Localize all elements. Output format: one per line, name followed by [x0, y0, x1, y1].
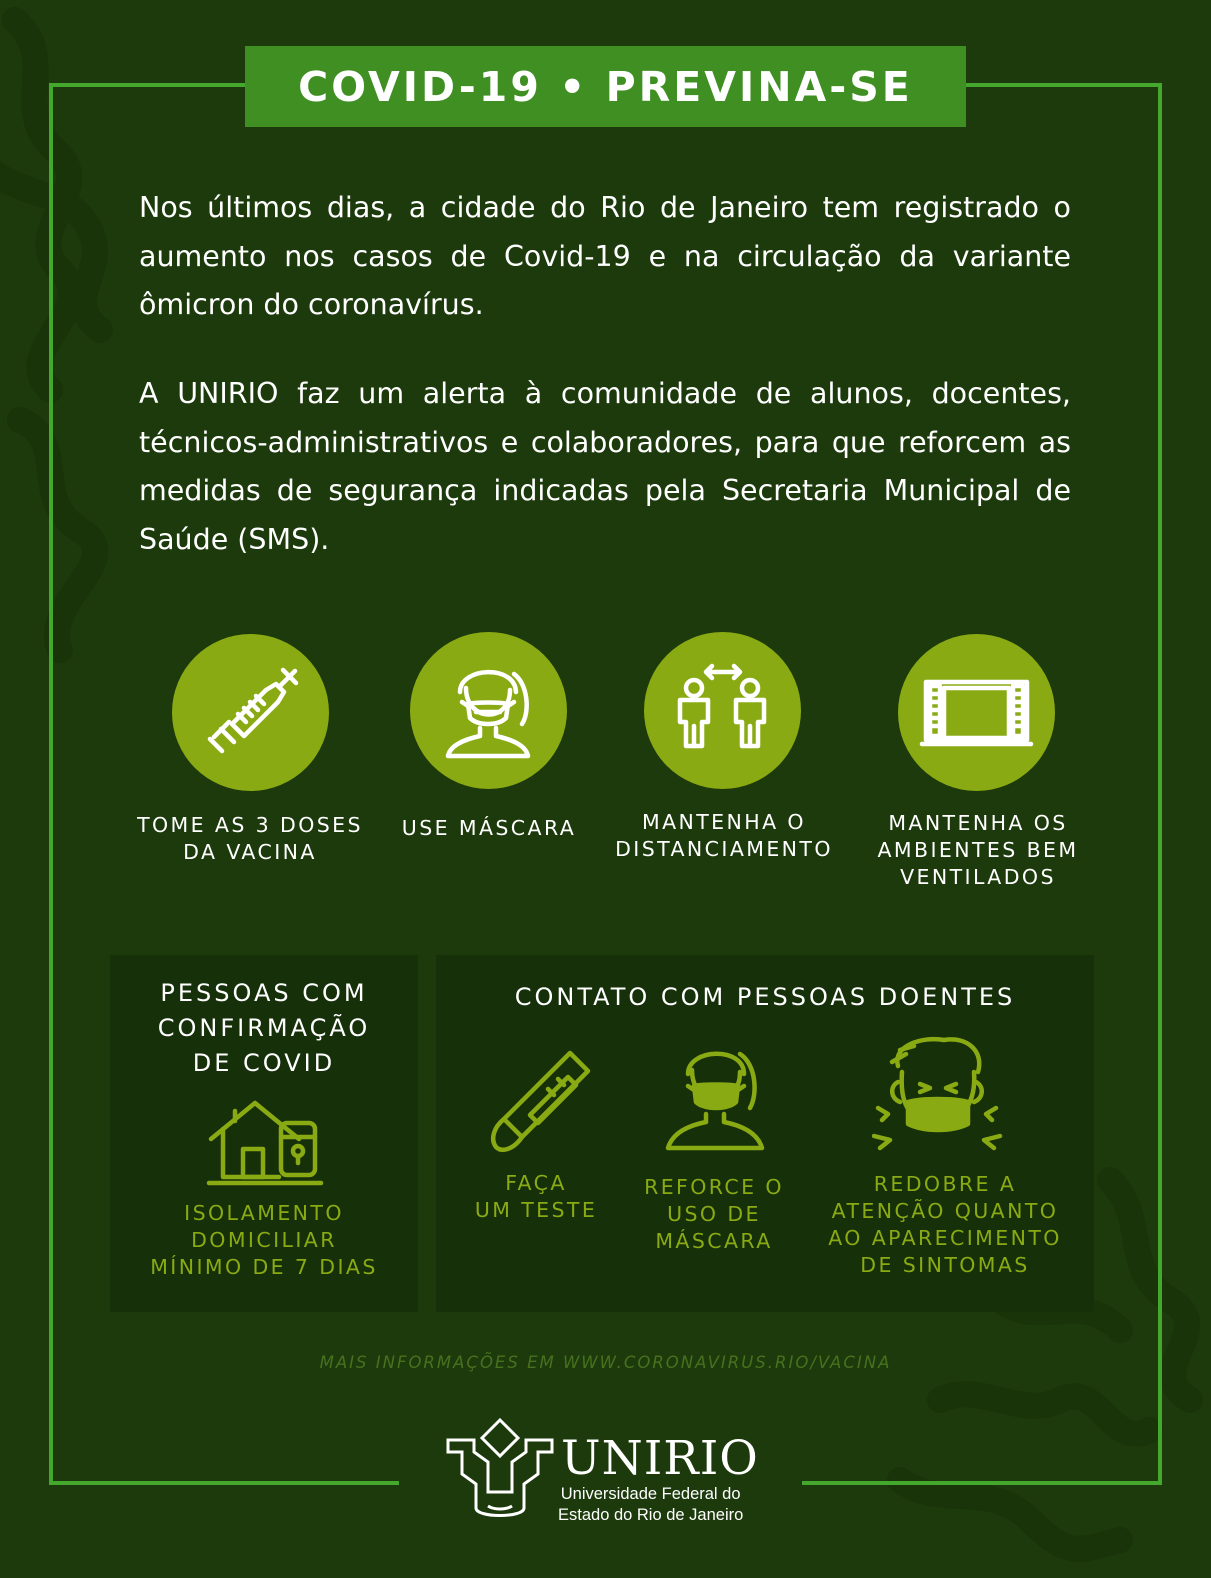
confirmed-panel-title: PESSOAS COM CONFIRMAÇÃO DE COVID — [157, 979, 371, 1077]
contact-panel-title: CONTATO COM PESSOAS DOENTES — [514, 983, 1016, 1011]
measure-label-mask: USE MÁSCARA — [401, 816, 577, 840]
intro-paragraph-1: Nos últimos dias, a cidade do Rio de Janeiro tem registrado o aumento nos casos de Covid-19 e na circulação da variante ômicron do coronavírus. — [139, 191, 1071, 321]
frame-top-left — [49, 83, 249, 87]
contact-label-symptoms: REDOBRE A ATENÇÃO QUANTO AO APARECIMENTO DE SINTOMAS — [828, 1172, 1062, 1277]
frame-left — [49, 83, 53, 1485]
window-icon — [898, 634, 1055, 791]
confirmed-panel-caption: ISOLAMENTO DOMICILIAR MÍNIMO DE 7 DIAS — [150, 1201, 378, 1279]
contact-label-test: FAÇA UM TESTE — [474, 1171, 598, 1222]
mask-person-icon — [660, 1044, 770, 1156]
logo-subtitle: Universidade Federal do Estado do Rio de Janeiro — [558, 1485, 744, 1524]
house-icon — [205, 1097, 325, 1189]
thermometer-icon — [486, 1047, 596, 1157]
title-banner — [245, 46, 966, 127]
contact-label-mask: REFORCE O USO DE MÁSCARA — [644, 1175, 784, 1253]
page-title: COVID-19 • PREVINA-SE — [298, 62, 913, 111]
logo-name: UNIRIO — [561, 1431, 759, 1486]
unirio-logo-icon — [444, 1416, 556, 1528]
frame-top-right — [962, 83, 1162, 87]
measure-label-ventilation: MANTENHA OS AMBIENTES BEM VENTILADOS — [877, 811, 1079, 889]
more-info-link[interactable]: MAIS INFORMAÇÕES EM WWW.CORONAVIRUS.RIO/VACINA — [319, 1353, 892, 1372]
frame-bottom-left — [49, 1481, 399, 1485]
mask-person-icon — [410, 632, 567, 789]
measure-label-vaccine: TOME AS 3 DOSES DA VACINA — [137, 813, 363, 864]
distancing-icon — [644, 632, 801, 789]
syringe-icon — [172, 634, 329, 791]
intro-paragraph-2: A UNIRIO faz um alerta à comunidade de alunos, docentes, técnicos-administrativos e colaboradores, para que reforcem as medidas de segurança indicadas pela Secretaria Municipal de Saúde (SMS). — [139, 377, 1071, 556]
frame-right — [1158, 83, 1162, 1485]
measure-label-distancing: MANTENHA O DISTANCIAMENTO — [615, 810, 833, 861]
sick-person-icon — [872, 1036, 1012, 1154]
frame-bottom-right — [802, 1481, 1162, 1485]
